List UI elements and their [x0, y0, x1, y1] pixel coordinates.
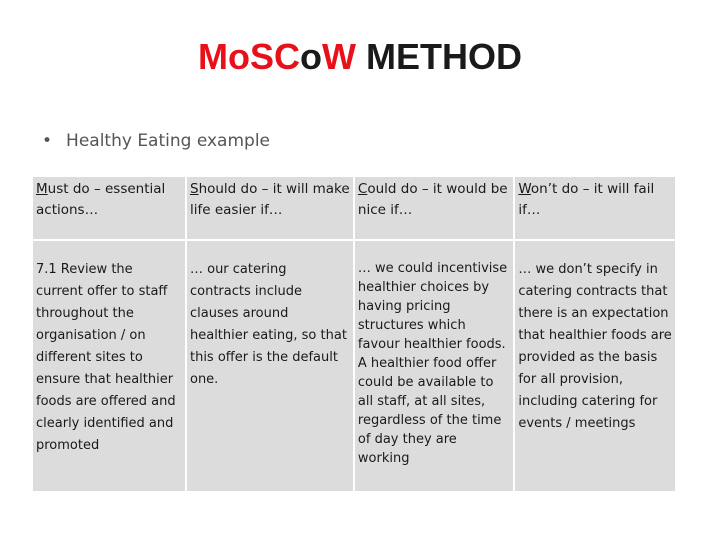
title-sc: SC [249, 36, 300, 77]
title-mo: Mo [198, 36, 250, 77]
bullet-text: Healthy Eating example [66, 131, 271, 151]
table-header-row [33, 177, 675, 239]
title-method: METHOD [366, 36, 522, 77]
bullet-item [42, 131, 270, 151]
cell-should: … our catering contracts include clauses around healthier eating, so that this offer is the default one. [187, 241, 353, 491]
cell-must: 7.1 Review the current offer to staff throughout the organisation / on different sites to ensure that healthier foods are offered and clearly identified and promoted [33, 241, 185, 491]
header-should: Should do – it will make life easier if… [187, 177, 353, 239]
table-row [33, 241, 675, 491]
header-must: Must do – essential actions… [33, 177, 185, 239]
header-could: Could do – it would be nice if… [355, 177, 513, 239]
moscow-table [31, 175, 677, 493]
title-w: W [322, 36, 356, 77]
header-wont: Won’t do – it will fail if… [515, 177, 675, 239]
cell-wont: … we don’t specify in catering contracts that there is an expectation that healthier foods are provided as the basis for all provision, including catering for events / meetings [515, 241, 675, 491]
title-o: o [300, 36, 322, 77]
page-title [0, 36, 720, 78]
bullet-dot-icon: • [42, 131, 53, 151]
cell-could: … we could incentivise healthier choices by having pricing structures which favour healthier foods. A healthier food offer could be available to all staff, at all sites, regardless of the time of day they are working [355, 241, 513, 491]
